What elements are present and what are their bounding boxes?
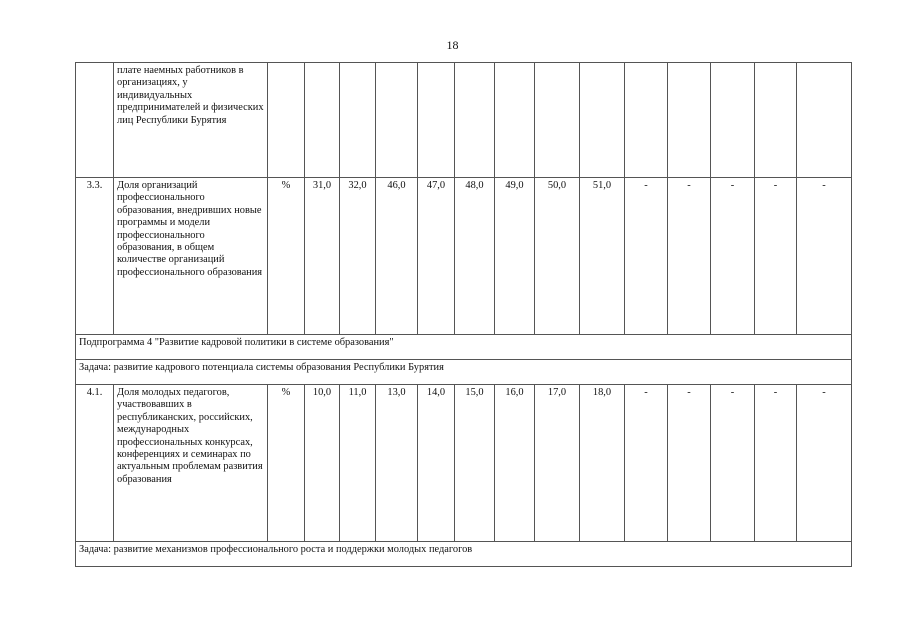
value-cell: [755, 63, 797, 178]
row-number: 3.3.: [76, 178, 114, 335]
value-cell: 16,0: [495, 385, 535, 542]
section-title: Задача: развитие кадрового потенциала системы образования Республики Бурятия: [76, 360, 852, 385]
unit-cell: %: [268, 178, 305, 335]
value-cell: 46,0: [376, 178, 418, 335]
section-row: [76, 360, 852, 385]
value-cell: 11,0: [340, 385, 376, 542]
value-cell: [535, 63, 580, 178]
table-row: [76, 63, 852, 178]
unit-cell: [268, 63, 305, 178]
table-row: [76, 385, 852, 542]
value-cell: [797, 63, 852, 178]
value-cell: 10,0: [305, 385, 340, 542]
value-cell: -: [625, 178, 668, 335]
value-cell: [625, 63, 668, 178]
value-cell: -: [797, 178, 852, 335]
value-cell: 15,0: [455, 385, 495, 542]
value-cell: [418, 63, 455, 178]
value-cell: 47,0: [418, 178, 455, 335]
value-cell: 13,0: [376, 385, 418, 542]
value-cell: 48,0: [455, 178, 495, 335]
value-cell: -: [711, 385, 755, 542]
value-cell: -: [755, 178, 797, 335]
value-cell: 14,0: [418, 385, 455, 542]
value-cell: -: [755, 385, 797, 542]
value-cell: [340, 63, 376, 178]
page-number: 18: [446, 38, 459, 52]
indicator-name: Доля молодых педагогов, участвовавших в республиканских, российских, международных профессиональных конкурсах, конференциях и семинарах по актуальным проблемам развития образования: [114, 385, 268, 542]
indicator-name: Доля организаций профессионального образования, внедривших новые программы и модели профессионального образования, в общем количестве организаций профессионального образования: [114, 178, 268, 335]
section-row: [76, 335, 852, 360]
value-cell: [711, 63, 755, 178]
value-cell: 51,0: [580, 178, 625, 335]
value-cell: 18,0: [580, 385, 625, 542]
value-cell: 17,0: [535, 385, 580, 542]
indicator-name: плате наемных работников в организациях, у индивидуальных предпринимателей и физических лиц Республики Бурятия: [114, 63, 268, 178]
unit-cell: %: [268, 385, 305, 542]
value-cell: [580, 63, 625, 178]
indicators-table: [75, 62, 852, 567]
section-title: Задача: развитие механизмов профессионального роста и поддержки молодых педагогов: [76, 542, 852, 567]
row-number: 4.1.: [76, 385, 114, 542]
value-cell: [455, 63, 495, 178]
section-title: Подпрограмма 4 "Развитие кадровой политики в системе образования": [76, 335, 852, 360]
value-cell: [305, 63, 340, 178]
value-cell: 50,0: [535, 178, 580, 335]
value-cell: 49,0: [495, 178, 535, 335]
value-cell: -: [668, 385, 711, 542]
value-cell: -: [668, 178, 711, 335]
row-number: [76, 63, 114, 178]
value-cell: -: [711, 178, 755, 335]
value-cell: [495, 63, 535, 178]
value-cell: -: [797, 385, 852, 542]
value-cell: 32,0: [340, 178, 376, 335]
value-cell: [376, 63, 418, 178]
value-cell: [668, 63, 711, 178]
value-cell: 31,0: [305, 178, 340, 335]
section-row: [76, 542, 852, 567]
value-cell: -: [625, 385, 668, 542]
table-row: [76, 178, 852, 335]
